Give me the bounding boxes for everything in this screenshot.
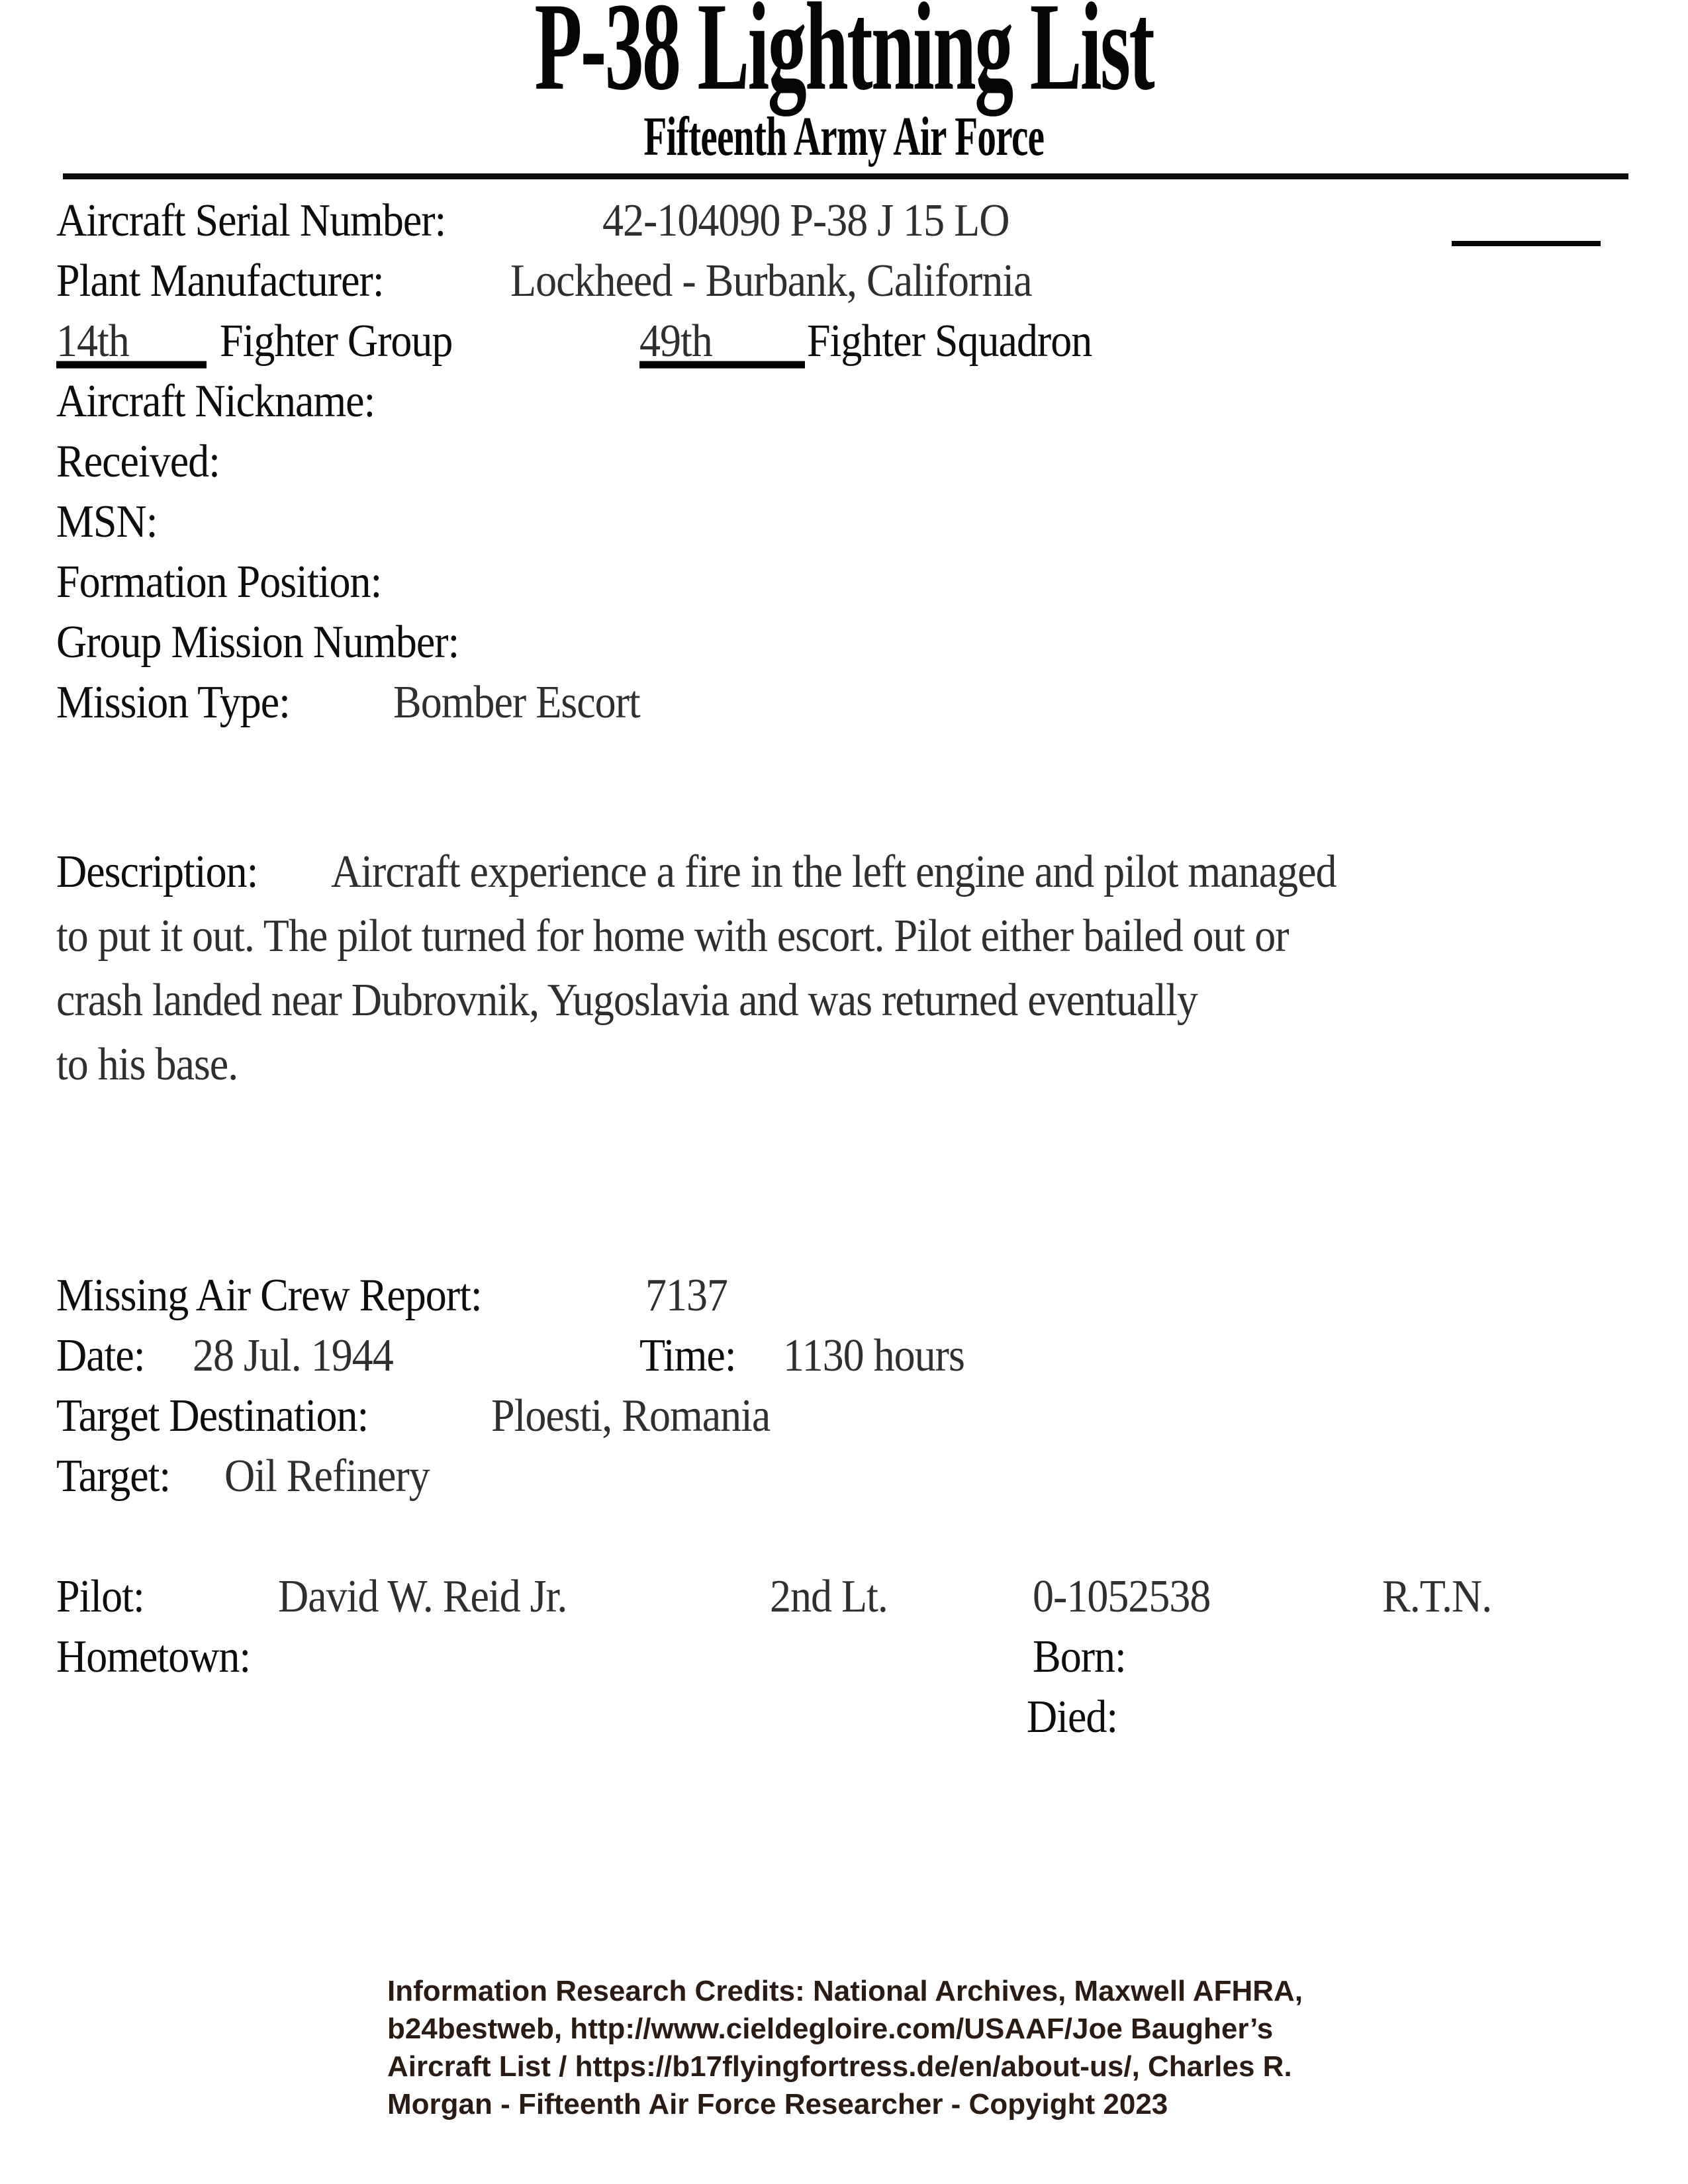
description-line-1 bbox=[56, 844, 1336, 899]
description-text-2: to put it out. The pilot turned for home with escort. Pilot either bailed out or bbox=[56, 909, 1289, 962]
description-line-3 bbox=[56, 972, 1197, 1027]
field-target bbox=[56, 1448, 430, 1503]
field-aircraft-serial bbox=[56, 193, 1009, 248]
footer-credits bbox=[387, 1972, 1303, 2123]
group-mission-number-label: Group Mission Number: bbox=[56, 615, 459, 668]
field-received bbox=[56, 433, 220, 488]
fighter-squadron-number: 49th bbox=[639, 313, 805, 369]
description-text-3: crash landed near Dubrovnik, Yugoslavia and was returned eventually bbox=[56, 974, 1197, 1026]
footer-line-4: Morgan - Fifteenth Air Force Researcher - Copyight 2023 bbox=[387, 2088, 1168, 2120]
field-plant-manufacturer bbox=[56, 253, 1032, 308]
pilot-label: Pilot: bbox=[56, 1570, 144, 1622]
description-line-2 bbox=[56, 908, 1289, 963]
plant-manufacturer-value: Lockheed - Burbank, California bbox=[510, 254, 1032, 306]
plant-manufacturer-label: Plant Manufacturer: bbox=[56, 254, 384, 306]
formation-position-label: Formation Position: bbox=[56, 555, 382, 608]
macr-value: 7137 bbox=[645, 1269, 727, 1321]
field-group-mission-number bbox=[56, 614, 459, 669]
date-value: 28 Jul. 1944 bbox=[193, 1329, 393, 1381]
description-line-4 bbox=[56, 1036, 238, 1091]
fighter-group-number: 14th bbox=[56, 313, 207, 369]
field-pilot bbox=[56, 1569, 1632, 1627]
field-group-squadron bbox=[56, 313, 1632, 371]
field-hometown-born bbox=[56, 1629, 1632, 1687]
page-title: P-38 Lightning List bbox=[534, 0, 1154, 116]
field-msn bbox=[56, 494, 158, 549]
pilot-status: R.T.N. bbox=[1382, 1570, 1492, 1622]
born-label: Born: bbox=[1033, 1630, 1126, 1682]
msn-label: MSN: bbox=[56, 495, 158, 547]
fighter-squadron-label: Fighter Squadron bbox=[807, 314, 1092, 367]
page-subtitle: Fifteenth Army Air Force bbox=[643, 106, 1045, 167]
time-value: 1130 hours bbox=[783, 1329, 964, 1381]
mission-type-value: Bomber Escort bbox=[393, 676, 640, 728]
field-formation-position bbox=[56, 554, 381, 609]
field-mission-type bbox=[56, 674, 640, 729]
aircraft-nickname-label: Aircraft Nickname: bbox=[56, 375, 375, 427]
mission-type-label: Mission Type: bbox=[56, 676, 290, 728]
field-macr bbox=[56, 1267, 727, 1322]
subheader bbox=[0, 106, 1688, 167]
serial-blank-line bbox=[1452, 241, 1601, 246]
received-label: Received: bbox=[56, 435, 220, 487]
target-destination-value: Ploesti, Romania bbox=[491, 1389, 771, 1441]
description-label: Description: bbox=[56, 845, 258, 897]
died-label: Died: bbox=[1027, 1690, 1118, 1743]
fighter-group-label: Fighter Group bbox=[220, 314, 453, 367]
target-label: Target: bbox=[56, 1449, 171, 1502]
footer-line-2: b24bestweb, http://www.cieldegloire.com/USAAF/Joe Baugher’s bbox=[387, 2013, 1274, 2045]
macr-label: Missing Air Crew Report: bbox=[56, 1269, 482, 1321]
field-died bbox=[56, 1689, 1632, 1747]
description-text-1: Aircraft experience a fire in the left engine and pilot managed bbox=[331, 845, 1336, 897]
header bbox=[0, 0, 1688, 116]
aircraft-serial-label: Aircraft Serial Number: bbox=[56, 194, 446, 246]
pilot-name: David W. Reid Jr. bbox=[278, 1570, 567, 1622]
footer-line-1: Information Research Credits: National Archives, Maxwell AFHRA, bbox=[387, 1975, 1303, 2007]
hometown-label: Hometown: bbox=[56, 1630, 251, 1682]
target-value: Oil Refinery bbox=[224, 1449, 430, 1502]
field-aircraft-nickname bbox=[56, 373, 375, 428]
pilot-serial-number: 0-1052538 bbox=[1033, 1570, 1211, 1622]
aircraft-serial-value: 42-104090 P-38 J 15 LO bbox=[602, 194, 1009, 246]
field-date-time bbox=[56, 1328, 964, 1383]
date-label: Date: bbox=[56, 1329, 145, 1381]
pilot-rank: 2nd Lt. bbox=[770, 1570, 888, 1622]
field-target-destination bbox=[56, 1388, 771, 1443]
description-text-4: to his base. bbox=[56, 1038, 238, 1090]
header-rule bbox=[63, 173, 1628, 179]
time-label: Time: bbox=[639, 1329, 736, 1381]
footer-line-3: Aircraft List / https://b17flyingfortress.de/en/about-us/, Charles R. bbox=[387, 2050, 1292, 2083]
target-destination-label: Target Destination: bbox=[56, 1389, 369, 1441]
